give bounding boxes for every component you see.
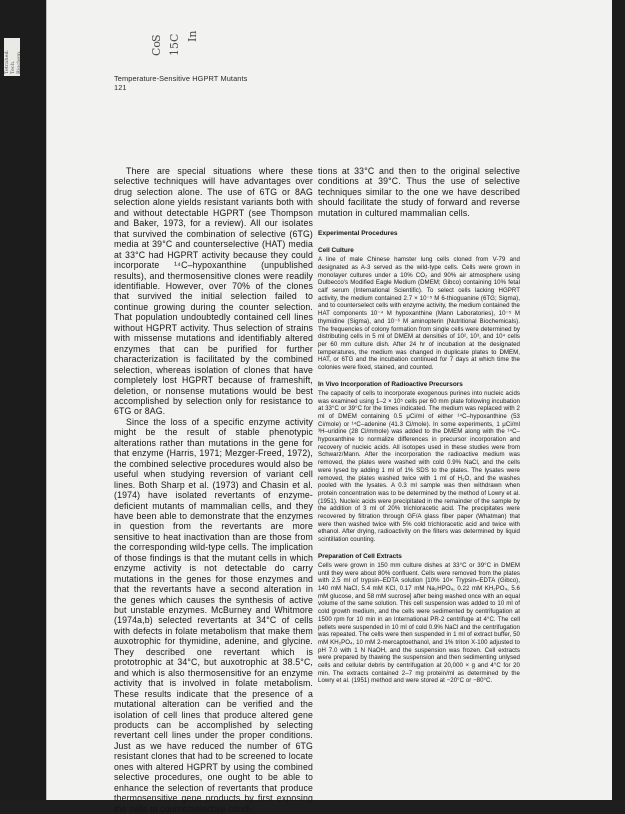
margin-mark: C bbox=[168, 33, 181, 42]
left-column bbox=[114, 166, 313, 814]
margin-mark: Co bbox=[150, 40, 163, 56]
running-head-title: Temperature-Sensitive HGPRT Mutants bbox=[114, 74, 248, 83]
binder-tab bbox=[4, 38, 42, 88]
subsection-heading-cell-culture: Cell Culture bbox=[318, 247, 354, 255]
subsection-heading-extracts: Preparation of Cell Extracts bbox=[318, 552, 402, 560]
page-number: 121 bbox=[114, 83, 127, 92]
margin-marks bbox=[150, 28, 210, 56]
binder-tab-label: Tetrahed. Tech. Biochem. bbox=[4, 38, 20, 76]
subsection-text-extracts: Cells were grown in 150 mm culture dishes at 33°C or 39°C in DMEM until they were about 80% confluent. Cells were removed from the plates with 2.5 ml of trypsin–EDTA solution [10% 10× Trypsin–EDTA (Gibco), 140 mM NaCl, 5.4 mM KCl, 0.17 mM Na₂HPO₄, 0.22 mM KH₂PO₄, 5.6 mM glucose, and 58 mM sucrose] after being washed once with an equal volume of the same solution. This cell suspension was added to 10 ml of cold growth medium, and the cells were sedimented by centrifugation at 1500 rpm for 10 min in an International PR-2 centrifuge at 4°C. The cell pellets were suspended in 10 ml of cold 0.9% NaCl and the centrifugation was repeated. The cells were then suspended in 1 ml of extract buffer, 50 mM KH₂PO₄, 10 mM 2-mercaptoethanol, and 1% triton X-100 adjusted to pH 7.0 with 1 N NaOH, and the suspension was frozen. Cell extracts were prepared by thawing the suspension and then sedimenting unlysed cells and cellular debris by centrifugation at 20,000 × g and 4°C for 20 min. The extracts contained 2–7 mg protein/ml as determined by the Lowry et al. (1951) method and were stored at −20°C or −80°C. bbox=[318, 561, 520, 685]
margin-mark: In bbox=[186, 30, 199, 42]
continued-paragraph: tions at 33°C and then to the original selective conditions at 39°C. Thus the use of selective techniques similar to the one we have described should facilitate the study of forward and reverse mutation in cultured mammalian cells. bbox=[318, 166, 520, 218]
subsection-text-cell-culture: A line of male Chinese hamster lung cells cloned from V-79 and designated as A-3 served as the wild-type cells. Cells were grown in monolayer cultures under a 10% CO₂ and 90% air atmosphere using Dulbecco's Modified Eagle Medium (DMEM; Gibco) containing 10% fetal calf serum (International Scientific). To select cells lacking HGPRT activity, the medium contained 2.7 × 10⁻⁵ M 6-thioguanine (6TG; Sigma), and to counterselect cells with enzyme activity, the medium contained the HAT components 10⁻⁴ M hypoxanthine (Mann Laboratories), 10⁻⁵ M thymidine (Sigma), and 10⁻⁶ M aminopterin (Nutritional Biochemicals). The frequencies of colony formation from single cells were determined by distributing cells in 5 ml of DMEM at densities of 10², 10³, and 10⁴ cells per 60 mm culture dish. After 24 hr of incubation at the designated temperatures, the medium was changed in duplicate plates to DMEM, HAT, or 6TG and the incubation continued for 7 days at which time the colonies were fixed, stained, and counted. bbox=[318, 256, 520, 372]
running-head bbox=[114, 74, 247, 92]
margin-mark: 15 bbox=[168, 42, 181, 56]
section-heading: Experimental Procedures bbox=[318, 230, 398, 238]
body-paragraph: There are special situations where these selective techniques will have advantages over drug selection alone. The use of 6TG or 8AG selection alone yields resistant variants both with and without detectable HGPRT (see Thompson and Baker, 1973, for a review). All our isolates that survived the combination of selective (6TG) media at 39°C and counterselective (HAT) media at 33°C had HGPRT activity because they could incorporate ¹⁴C–hypoxanthine (unpublished results), and thermosensitive clones were readily identifiable. However, over 70% of the clones that survived the initial selection failed to continue growing during the counter selection. That population undoubtedly contained cell lines without HGPRT activity. Thus selection of strains with missense mutations and identifiably altered enzymes that can be purified for further characterization is facilitated by the combined selection, whereas isolation of clones that have completely lost HGPRT because of frameshift, deletion, or nonsense mutations would be best accomplished by selection only for resistance to 6TG or 8AG. bbox=[114, 166, 313, 417]
margin-mark: S bbox=[150, 34, 163, 42]
subsection-heading-incorporation: In Vivo Incorporation of Radioactive Precursors bbox=[318, 380, 463, 388]
right-column bbox=[318, 166, 520, 685]
subsection-text-incorporation: The capacity of cells to incorporate exogenous purines into nucleic acids was examined using 1–2 × 10⁵ cells per 60 mm plate following incubation at 33°C or 39°C for the times indicated. The medium was replaced with 2 ml of DMEM containing 0.5 μCi/ml of either ¹⁴C–hypoxanthine (53 Ci/mole) or ¹⁴C–adenine (41.3 Ci/mole). In some experiments, 1 μCi/ml ³H–uridine (28 Ci/mmole) was added to the DMEM along with the ¹⁴C–hypoxanthine to normalize differences in precursor incorporation and recovery of nucleic acids. All isotopes used in these studies were from Schwarz/Mann. After the incorporation the radioactive medium was removed, the plates were washed with cold 0.9% NaCl, and the cells were lysed by adding 1 ml of 1% SDS to the plates. The lysates were removed, the plates washed twice with 1 ml of H₂O, and the washes pooled with the lysates. A 0.3 ml sample was then withdrawn when protein concentration was to be determined by the method of Lowry et al. (1951). Nucleic acids were precipitated in the remainder of the sample by the addition of 3 ml of 20% trichloracetic acid. The precipitates were recovered by filtration through GF/A glass fiber paper (Whatman) that were then washed twice with 5% cold trichloracetic acid and twice with ethanol. After drying, radioactivity on the filters was determined by liquid scintillation counting. bbox=[318, 389, 520, 544]
body-paragraph: Since the loss of a specific enzyme activity might be the result of stable phenotypic alterations rather than mutations in the gene for that enzyme (Harris, 1971; Mezger-Freed, 1972), the combined selective procedures would also be useful when studying reversion of variant cell lines. Both Sharp et al. (1973) and Chasin et al. (1974) have isolated revertants of enzyme-deficient mutants of mammalian cells, and they have been able to demonstrate that the enzymes in question from the revertants are more sensitive to heat inactivation than are those from the corresponding wild-type cells. The implication of those findings is that the mutant cells in which enzyme activity is not detectable do carry mutations in the genes for those enzymes and that the revertants have a second alteration in the genes which causes the synthesis of active but unstable enzymes. McBurney and Whitmore (1974a,b) selected revertants at 34°C of cells with defects in folate metabolism that make them auxotrophic for thymidine, adenine, and glycine. They described one revertant which is prototrophic at 34°C, but auxotrophic at 38.5°C, and which is also thermosensitive for an enzyme activity that is involved in folate metabolism. These results indicate that the presence of a mutational alteration can be verified and the isolation of cell lines that produce altered gene products can be accomplished by selecting revertant cell lines under the proper conditions. Just as we have reduced the number of 6TG resistant clones that had to be screened to locate ones with altered HGPRT by using the combined selective procedures, one ought to be able to enhance the selection of revertants that produce thermosensitive gene products by first exposing the cells to counterselective condi- bbox=[114, 416, 313, 814]
